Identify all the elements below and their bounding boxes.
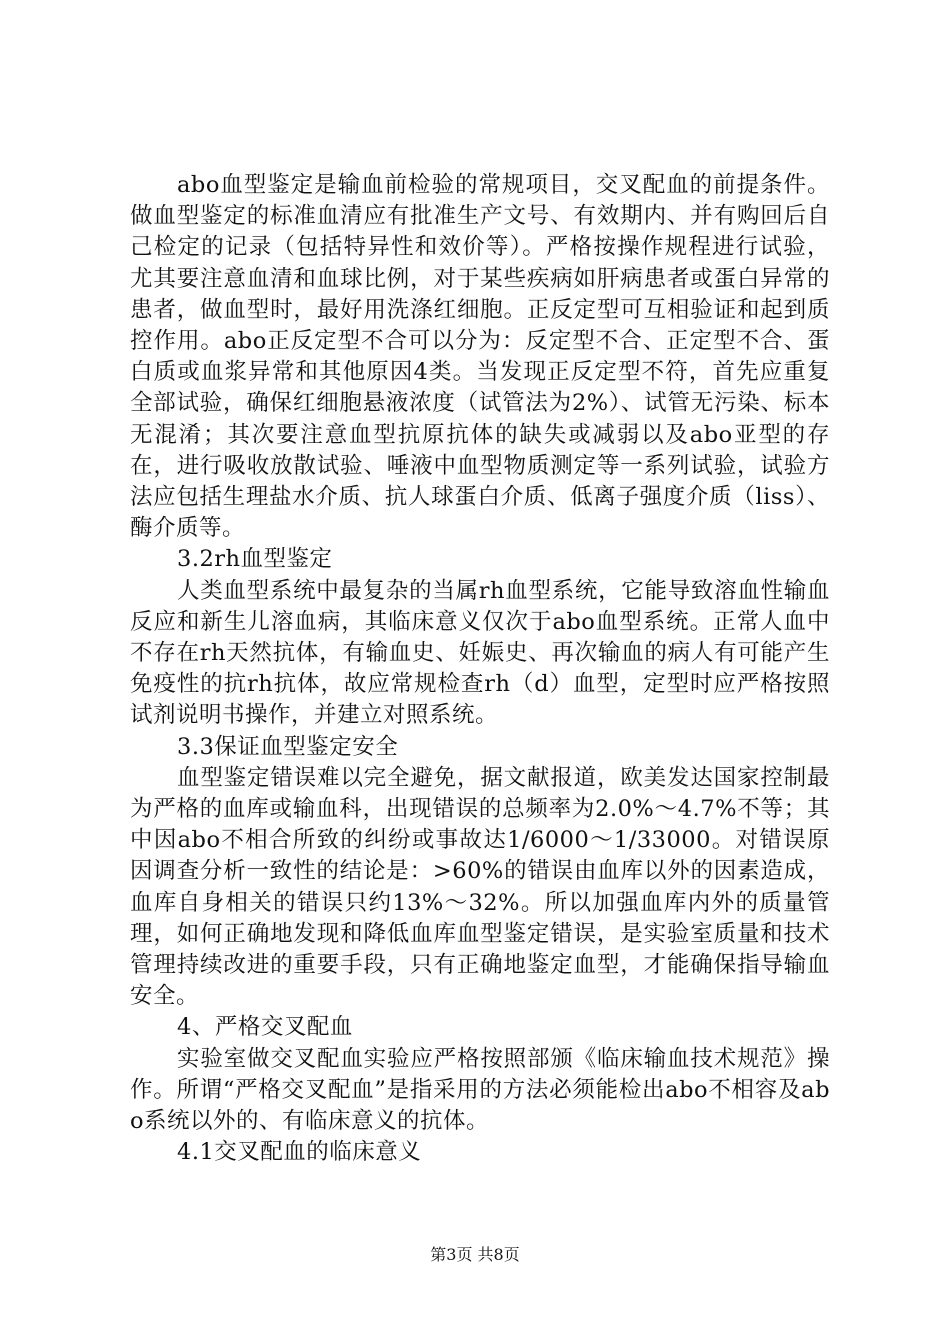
- section-heading-crossmatch-significance: 4.1交叉配血的临床意义: [177, 1139, 422, 1166]
- paragraph-rh-typing: 人类血型系统中最复杂的当属rh血型系统，它能导致溶血性输血反应和新生儿溶血病，其临床意义仅次于abo血型系统。正常人血中不存在rh天然抗体，有输血史、妊娠史、再次输血的病人有可能产生免疫性的抗rh抗体，故应常规检查rh（d）血型，定型时应严格按照试剂说明书操作，并建立对照系统。: [130, 577, 830, 729]
- section-heading-typing-safety: 3.3保证血型鉴定安全: [177, 733, 399, 760]
- section-heading-crossmatch: 4、严格交叉配血: [177, 1014, 353, 1041]
- paragraph-abo-typing: abo血型鉴定是输血前检验的常规项目，交叉配血的前提条件。做血型鉴定的标准血清应有批准生产文号、有效期内、并有购回后自己检定的记录（包括特异性和效价等）。严格按操作规程进行试验，尤其要注意血清和血球比例，对于某些疾病如肝病患者或蛋白异常的患者，做血型时，最好用洗涤红细胞。正反定型可互相验证和起到质控作用。abo正反定型不合可以分为：反定型不合、正定型不合、蛋白质或血浆异常和其他原因4类。当发现正反定型不符，首先应重复全部试验，确保红细胞悬液浓度（试管法为2%）、试管无污染、标本无混淆；其次要注意血型抗原抗体的缺失或减弱以及abo亚型的存在，进行吸收放散试验、唾液中血型物质测定等一系列试验，试验方法应包括生理盐水介质、抗人球蛋白介质、低离子强度介质（liss）、酶介质等。: [130, 172, 830, 542]
- paragraph-typing-safety: 血型鉴定错误难以完全避免，据文献报道，欧美发达国家控制最为严格的血库或输血科，出现错误的总频率为2.0%～4.7%不等；其中因abo不相合所致的纠纷或事故达1/6000～1/33000。对错误原因调查分析一致性的结论是：>60%的错误由血库以外的因素造成，血库自身相关的错误只约13%～32%。所以加强血库内外的质量管理，如何正确地发现和降低血库血型鉴定错误，是实验室质量和技术管理持续改进的重要手段，只有正确地鉴定血型，才能确保指导输血安全。: [130, 764, 830, 1010]
- document-body: [130, 170, 830, 1169]
- section-heading-rh-typing: 3.2rh血型鉴定: [177, 546, 333, 573]
- page-number-footer: 第3页 共8页: [430, 1245, 520, 1264]
- paragraph-crossmatch: 实验室做交叉配血实验应严格按照部颁《临床输血技术规范》操作。所谓“严格交叉配血”是指采用的方法必须能检出abo不相容及abo系统以外的、有临床意义的抗体。: [130, 1045, 830, 1135]
